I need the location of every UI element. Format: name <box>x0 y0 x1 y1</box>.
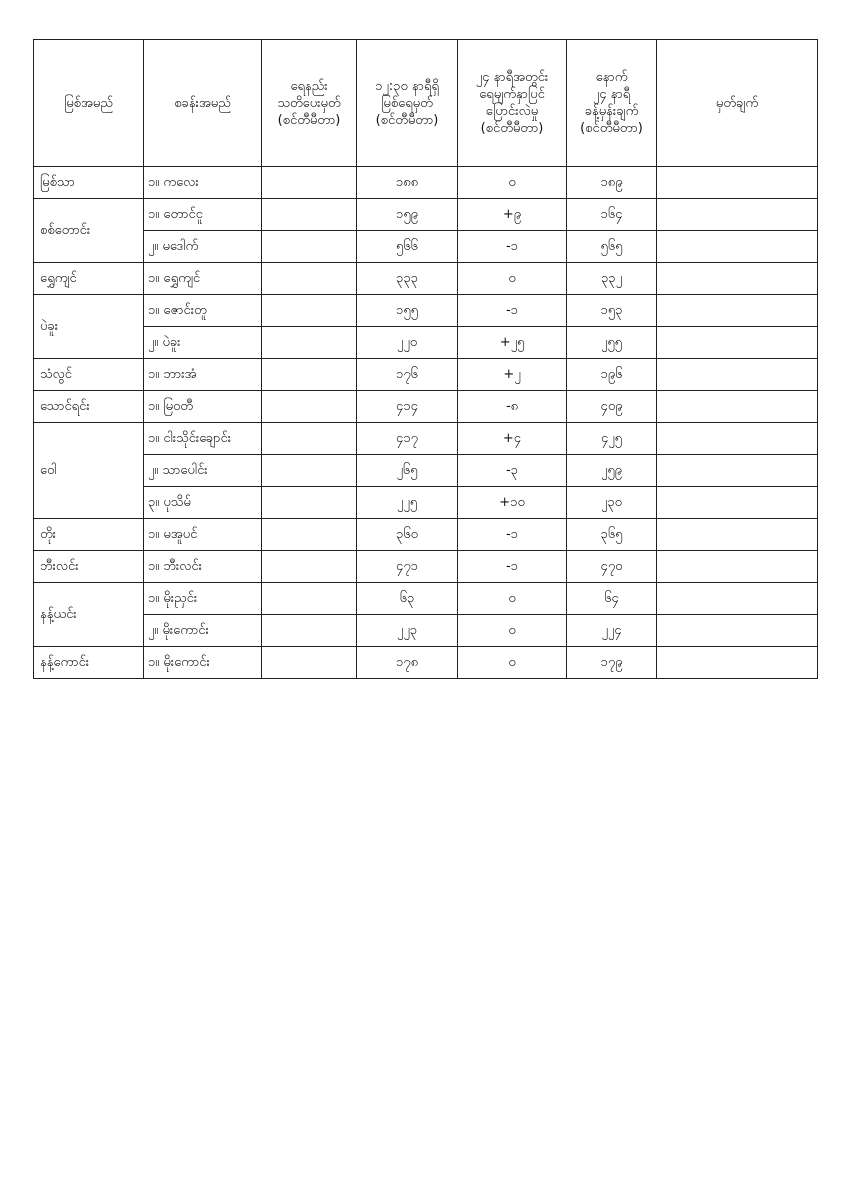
table-row <box>34 359 818 391</box>
change-cell: ၀ <box>458 647 567 679</box>
station-name-cell: ၁။ ဘီးလင်း <box>144 551 262 583</box>
change-cell: -၁ <box>458 519 567 551</box>
station-name-cell: ၁။ မိုးညှင်း <box>144 583 262 615</box>
col-station-name <box>144 40 262 167</box>
header-line: (စင်တီမီတာ) <box>277 112 341 128</box>
warning-level-cell <box>262 551 357 583</box>
col-warning-level <box>262 40 357 167</box>
warning-level-cell <box>262 519 357 551</box>
forecast-cell: ၅၆၅ <box>567 231 657 263</box>
table-row <box>34 647 818 679</box>
header-line: ရေနည်း <box>290 78 328 94</box>
remark-cell <box>657 359 818 391</box>
river-name-cell: မြစ်သာ <box>34 167 144 199</box>
table-row <box>34 263 818 295</box>
forecast-cell: ၁၅၃ <box>567 295 657 327</box>
change-cell: ၀ <box>458 263 567 295</box>
header-line: မြစ်အမည် <box>64 95 113 111</box>
remark-cell <box>657 295 818 327</box>
warning-level-cell <box>262 167 357 199</box>
header-line: (စင်တီမီတာ) <box>480 121 544 136</box>
remark-cell <box>657 423 818 455</box>
header-line: ခန့်မှန်းချက် <box>584 104 639 119</box>
river-name-cell: သံလွင် <box>34 359 144 391</box>
forecast-cell: ၁၇၉ <box>567 647 657 679</box>
current-level-cell: ၂၂၃ <box>357 615 458 647</box>
station-name-cell: ၂။ သာပေါင်း <box>144 455 262 487</box>
current-level-cell: ၄၁၄ <box>357 391 458 423</box>
forecast-cell: ၃၃၂ <box>567 263 657 295</box>
current-level-cell: ၁၈၈ <box>357 167 458 199</box>
header-line: ရေမျက်နှာပြင် <box>479 87 545 102</box>
river-name-cell: စစ်တောင်း <box>34 199 144 263</box>
header-line: ၂၄ နာရီအတွင်း <box>475 70 549 85</box>
header-line: မြစ်ရေမှတ် <box>381 95 433 111</box>
river-name-cell: တိုး <box>34 519 144 551</box>
station-name-cell: ၃။ ပုသိမ် <box>144 487 262 519</box>
station-name-cell: ၁။ မိုးကောင်း <box>144 647 262 679</box>
current-level-cell: ၁၅၉ <box>357 199 458 231</box>
header-row <box>34 40 818 167</box>
header-line: မှတ်ချက် <box>715 95 759 111</box>
current-level-cell: ၂၂၅ <box>357 487 458 519</box>
table-row <box>34 615 818 647</box>
remark-cell <box>657 231 818 263</box>
table-row <box>34 583 818 615</box>
forecast-cell: ၄၇၀ <box>567 551 657 583</box>
warning-level-cell <box>262 487 357 519</box>
station-name-cell: ၁။ ငါးသိုင်းချောင်း <box>144 423 262 455</box>
header-line: (စင်တီမီတာ) <box>580 121 643 136</box>
current-level-cell: ၂၆၅ <box>357 455 458 487</box>
river-name-cell: နန့်ကောင်း <box>34 647 144 679</box>
table-row <box>34 551 818 583</box>
station-name-cell: ၂။ မဒေါက် <box>144 231 262 263</box>
forecast-cell: ၄၀၉ <box>567 391 657 423</box>
river-name-cell: နန့်ယင်း <box>34 583 144 647</box>
current-level-cell: ၄၁၇ <box>357 423 458 455</box>
forecast-cell: ၂၂၄ <box>567 615 657 647</box>
remark-cell <box>657 455 818 487</box>
forecast-cell: ၁၈၉ <box>567 167 657 199</box>
remark-cell <box>657 615 818 647</box>
current-level-cell: ၁၅၅ <box>357 295 458 327</box>
change-cell: +၉ <box>458 199 567 231</box>
warning-level-cell <box>262 295 357 327</box>
warning-level-cell <box>262 455 357 487</box>
current-level-cell: ၆၃ <box>357 583 458 615</box>
warning-level-cell <box>262 423 357 455</box>
change-cell: ၀ <box>458 167 567 199</box>
change-cell: -၁ <box>458 295 567 327</box>
change-cell: +၁၀ <box>458 487 567 519</box>
remark-cell <box>657 167 818 199</box>
current-level-cell: ၃၃၃ <box>357 263 458 295</box>
remark-cell <box>657 583 818 615</box>
remark-cell <box>657 487 818 519</box>
change-cell: ၀ <box>458 615 567 647</box>
table-row <box>34 455 818 487</box>
current-level-cell: ၃၆၀ <box>357 519 458 551</box>
remark-cell <box>657 519 818 551</box>
remark-cell <box>657 551 818 583</box>
change-cell: ၀ <box>458 583 567 615</box>
col-24h-change <box>458 40 567 167</box>
table-row <box>34 295 818 327</box>
forecast-cell: ၁၉၆ <box>567 359 657 391</box>
table-row <box>34 231 818 263</box>
station-name-cell: ၁။ ရွှေကျင် <box>144 263 262 295</box>
change-cell: -၈ <box>458 391 567 423</box>
header-line: (စင်တီမီတာ) <box>375 112 439 128</box>
col-24h-forecast <box>567 40 657 167</box>
river-name-cell: ဝေါ <box>34 423 144 519</box>
current-level-cell: ၁၇၆ <box>357 359 458 391</box>
header-line: ၂၄ နာရီ <box>592 87 631 102</box>
remark-cell <box>657 327 818 359</box>
river-name-cell: ရွှေကျင် <box>34 263 144 295</box>
warning-level-cell <box>262 263 357 295</box>
forecast-cell: ၂၅၉ <box>567 455 657 487</box>
forecast-cell: ၂၅၅ <box>567 327 657 359</box>
station-name-cell: ၂။ ပဲခူး <box>144 327 262 359</box>
table-row <box>34 519 818 551</box>
river-name-cell: ဘီးလင်း <box>34 551 144 583</box>
change-cell: +၂ <box>458 359 567 391</box>
warning-level-cell <box>262 647 357 679</box>
table-row <box>34 199 818 231</box>
warning-level-cell <box>262 391 357 423</box>
current-level-cell: ၁၇၈ <box>357 647 458 679</box>
station-name-cell: ၁။ ဇောင်းတူ <box>144 295 262 327</box>
warning-level-cell <box>262 359 357 391</box>
change-cell: -၁ <box>458 551 567 583</box>
header-line: ပြောင်းလဲမှု <box>485 104 539 119</box>
river-level-table <box>33 39 818 679</box>
table-row <box>34 167 818 199</box>
station-name-cell: ၁။ မြဝတီ <box>144 391 262 423</box>
river-name-cell: သောင်ရင်း <box>34 391 144 423</box>
table-body <box>34 167 818 679</box>
remark-cell <box>657 199 818 231</box>
forecast-cell: ၆၄ <box>567 583 657 615</box>
warning-level-cell <box>262 199 357 231</box>
table-row <box>34 487 818 519</box>
forecast-cell: ၂၃၀ <box>567 487 657 519</box>
station-name-cell: ၁။ ကလေး <box>144 167 262 199</box>
remark-cell <box>657 391 818 423</box>
col-river-name <box>34 40 144 167</box>
forecast-cell: ၃၆၅ <box>567 519 657 551</box>
table-row <box>34 423 818 455</box>
station-name-cell: ၁။ တောင်ငူ <box>144 199 262 231</box>
table-row <box>34 327 818 359</box>
current-level-cell: ၄၇၁ <box>357 551 458 583</box>
change-cell: +၄ <box>458 423 567 455</box>
header-line: စခန်းအမည် <box>174 95 231 111</box>
table-row <box>34 391 818 423</box>
forecast-cell: ၁၆၄ <box>567 199 657 231</box>
station-name-cell: ၁။ ဘားအံ <box>144 359 262 391</box>
header-line: သတိပေးမှတ် <box>277 95 341 111</box>
change-cell: -၃ <box>458 455 567 487</box>
remark-cell <box>657 263 818 295</box>
forecast-cell: ၄၂၅ <box>567 423 657 455</box>
header-line: ၁၂:၃၀ နာရီရှိ <box>375 78 439 94</box>
station-name-cell: ၁။ မအူပင် <box>144 519 262 551</box>
change-cell: +၂၅ <box>458 327 567 359</box>
remark-cell <box>657 647 818 679</box>
col-remarks <box>657 40 818 167</box>
river-name-cell: ပဲခူး <box>34 295 144 359</box>
header-line: နောက် <box>595 70 628 85</box>
warning-level-cell <box>262 231 357 263</box>
station-name-cell: ၂။ မိုးကောင်း <box>144 615 262 647</box>
current-level-cell: ၂၂၀ <box>357 327 458 359</box>
current-level-cell: ၅၆၆ <box>357 231 458 263</box>
col-current-level <box>357 40 458 167</box>
warning-level-cell <box>262 583 357 615</box>
warning-level-cell <box>262 615 357 647</box>
change-cell: -၁ <box>458 231 567 263</box>
warning-level-cell <box>262 327 357 359</box>
